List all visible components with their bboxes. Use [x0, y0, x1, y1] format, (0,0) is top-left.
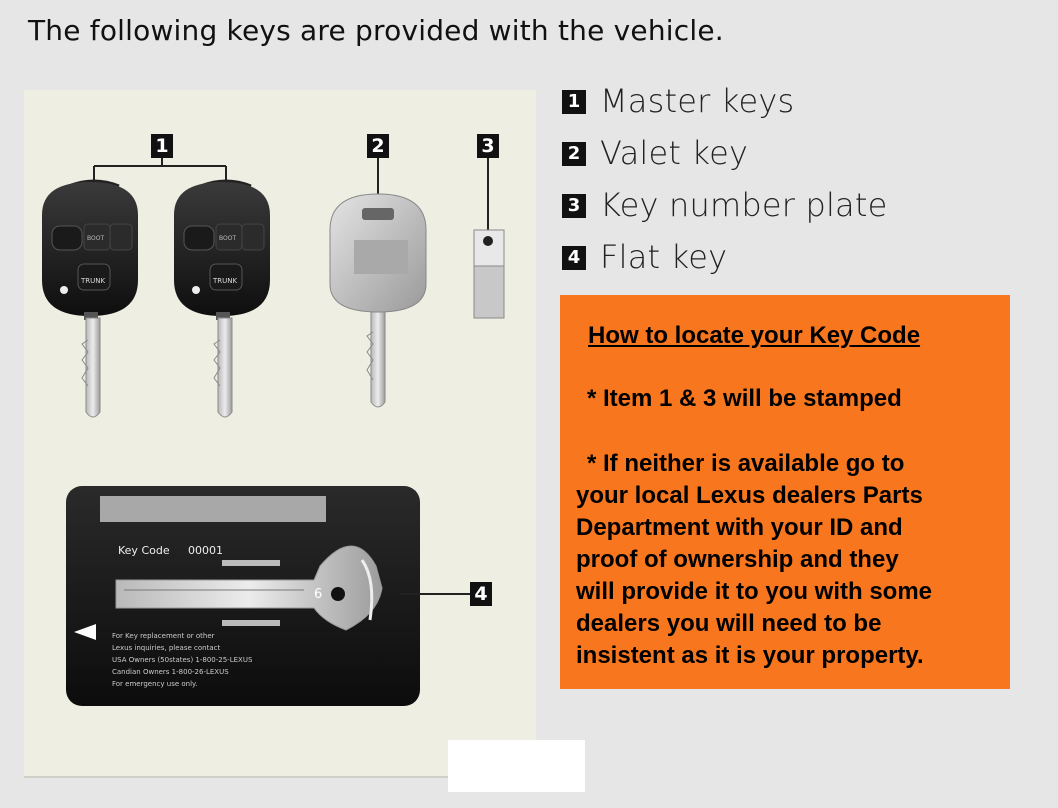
fob-button-label: BOOT [219, 235, 237, 242]
legend-number: 3 [562, 194, 586, 218]
card-fine-print: USA Owners (50states) 1-800-25-LEXUS [112, 656, 253, 664]
note-line: * If neither is available go to [587, 450, 905, 477]
page-title: The following keys are provided with the vehicle. [28, 14, 724, 47]
card-fine-print: For Key replacement or other [112, 632, 215, 640]
key-code-label: Key Code [118, 544, 170, 557]
card-fine-print: Lexus inquiries, please contact [112, 644, 221, 652]
callout-1: 1 [151, 134, 173, 158]
flat-key-card [66, 486, 472, 706]
note-line: Department with your ID and [576, 514, 903, 541]
note-line: insistent as it is your property. [576, 642, 924, 669]
key-number: 6 [314, 587, 323, 602]
note-line: will provide it to you with some [576, 578, 933, 605]
fob-button-label: BOOT [87, 235, 105, 242]
note-heading: How to locate your Key Code [588, 322, 921, 349]
note-line: * Item 1 & 3 will be stamped [587, 385, 902, 412]
key-code-value: 00001 [188, 544, 223, 557]
callout-3: 3 [477, 134, 499, 158]
fob-button-label: TRUNK [81, 277, 106, 285]
legend-number: 4 [562, 246, 586, 270]
note-line: your local Lexus dealers Parts [576, 482, 923, 509]
legend-label: Valet key [600, 134, 749, 172]
valet-key [330, 152, 426, 407]
card-fine-print: For emergency use only. [112, 680, 198, 688]
master-key-right [174, 181, 270, 417]
legend-number: 1 [562, 90, 586, 114]
master-key-left [42, 181, 138, 417]
note-line: proof of ownership and they [576, 546, 899, 573]
callout-2: 2 [367, 134, 389, 158]
keys-illustration [24, 90, 536, 776]
key-number-plate [474, 152, 504, 318]
note-line: dealers you will need to be [576, 610, 882, 637]
legend-label: Key number plate [600, 186, 888, 224]
legend-number: 2 [562, 142, 586, 166]
callout-4: 4 [470, 582, 492, 606]
legend-label: Master keys [600, 82, 795, 120]
key-code-note [560, 295, 1010, 689]
fob-button-label: TRUNK [213, 277, 238, 285]
legend-label: Flat key [600, 238, 728, 276]
blank-patch [448, 740, 585, 792]
card-fine-print: Candian Owners 1-800-26-LEXUS [112, 668, 229, 676]
